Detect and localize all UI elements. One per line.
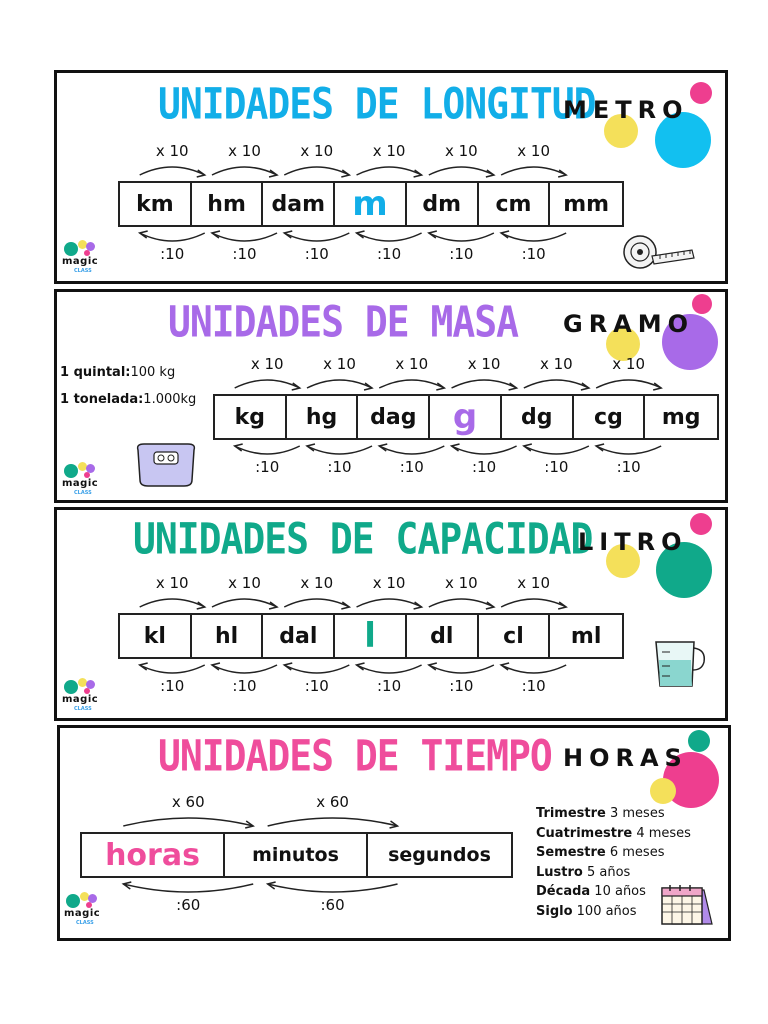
magic-class-logo [62, 890, 112, 926]
unit-cell-hg: hg [287, 396, 359, 438]
time-value: 6 meses [605, 845, 665, 860]
unit-cell-kg: kg [215, 396, 287, 438]
multiply-label: x 10 [539, 355, 573, 373]
note-value: 1.000kg [143, 392, 197, 407]
divide-label: :10 [232, 677, 257, 695]
conversion-scale-masa [213, 394, 719, 440]
note-value: 100 kg [130, 365, 176, 380]
time-value: 5 años [582, 864, 631, 880]
divide-label: :10 [327, 458, 352, 476]
divide-label: :10 [521, 677, 546, 695]
unit-cell-cm: cm [479, 183, 551, 225]
unit-cell-cg: cg [574, 396, 646, 438]
measuring-tape-icon [620, 232, 696, 272]
decor-circle-green [688, 730, 710, 752]
time-term: Década [536, 884, 591, 899]
decor-circle-pink [692, 294, 712, 314]
divide-label: :10 [160, 245, 185, 263]
divide-label: :10 [304, 245, 329, 263]
multiply-label: x 10 [444, 142, 478, 160]
multiply-label: x 10 [250, 355, 284, 373]
note-quintal [60, 365, 175, 380]
time-term: Trimestre [536, 806, 606, 821]
divide-label: :10 [449, 245, 474, 263]
unit-cell-mg: mg [661, 404, 701, 430]
multiply-label: x 10 [228, 574, 261, 592]
multiply-label: x 10 [372, 574, 406, 592]
divide-label: :10 [160, 677, 185, 695]
note-term: 1 quintal: [60, 365, 131, 380]
time-value: 10 años [590, 884, 646, 899]
unit-cell-hm: hm [192, 183, 264, 225]
divide-label: :10 [616, 458, 641, 476]
measuring-jug-icon [650, 638, 710, 690]
time-equivalence-row [536, 845, 691, 865]
time-term: Semestre [536, 845, 606, 860]
time-equivalence-row [536, 826, 691, 846]
divide-label: :10 [232, 245, 257, 263]
unit-cell-mm: mm [563, 191, 610, 217]
time-equivalence-row [536, 806, 691, 826]
multiply-label: x 10 [300, 574, 334, 592]
unit-cell-ml: ml [570, 623, 602, 649]
decor-circle-yellow [650, 778, 676, 804]
unit-cell-horas: horas [82, 834, 225, 876]
time-value: 100 años [572, 903, 637, 919]
logo-subtext: CLASS [74, 268, 92, 274]
unit-cell-cl: cl [479, 615, 551, 657]
logo-subtext: CLASS [74, 706, 92, 712]
multiply-label: x 10 [323, 355, 356, 373]
title-longitud: UNIDADES DE LONGITUD [158, 79, 596, 129]
divide-label: :10 [399, 458, 424, 476]
divide-label: :10 [471, 458, 497, 476]
multiply-label: x 10 [467, 355, 501, 373]
magic-class-logo [60, 460, 110, 496]
time-term: Cuatrimestre [536, 825, 633, 841]
logo-text: magic [62, 256, 99, 267]
magic-class-logo [60, 238, 110, 274]
decor-circle-pink [690, 82, 712, 104]
unit-cell-dg: dg [502, 396, 574, 438]
divide-label: :10 [544, 458, 569, 476]
divide-label: :60 [320, 896, 345, 914]
note-tonelada [60, 392, 196, 407]
time-value: 4 meses [632, 825, 691, 841]
divide-label: :60 [176, 896, 201, 914]
multiply-label: x 10 [517, 142, 551, 160]
divide-label: :10 [376, 677, 402, 695]
unit-cell-segundos: segundos [388, 844, 491, 866]
conversion-scale-capacidad [118, 613, 624, 659]
multiply-label: x 10 [444, 574, 478, 592]
magic-class-logo [60, 676, 110, 712]
unit-cell-l: l [335, 615, 407, 657]
title-masa: UNIDADES DE MASA [168, 297, 519, 347]
logo-text: magic [62, 694, 99, 705]
unit-cell-m: m [335, 183, 407, 225]
divide-label: :10 [304, 677, 329, 695]
unit-name-horas: HORAS [563, 744, 688, 772]
multiply-label: x 10 [372, 142, 406, 160]
multiply-label: x 60 [316, 793, 349, 811]
logo-text: magic [64, 908, 101, 919]
unit-cell-dm: dm [407, 183, 479, 225]
unit-cell-kl: kl [120, 615, 192, 657]
time-value: 3 meses [605, 806, 665, 821]
unit-cell-dam: dam [263, 183, 335, 225]
unit-name-gramo: GRAMO [563, 310, 695, 338]
logo-subtext: CLASS [74, 490, 92, 496]
divide-label: :10 [255, 458, 280, 476]
logo-text: magic [62, 478, 99, 489]
bathroom-scale-icon [132, 440, 200, 488]
conversion-scale-tiempo [80, 832, 513, 878]
multiply-label: x 10 [612, 355, 646, 373]
decor-circle-pink [690, 513, 712, 535]
unit-cell-hl: hl [192, 615, 264, 657]
conversion-scale-longitud [118, 181, 624, 227]
multiply-label: x 60 [171, 793, 205, 811]
multiply-label: x 10 [155, 142, 189, 160]
unit-cell-g: g [430, 396, 502, 438]
divide-label: :10 [376, 245, 402, 263]
time-term: Lustro [536, 864, 583, 880]
unit-cell-minutos: minutos [225, 834, 368, 876]
divide-label: :10 [521, 245, 546, 263]
logo-subtext: CLASS [76, 920, 94, 926]
multiply-label: x 10 [155, 574, 189, 592]
calendar-icon [658, 884, 714, 930]
unit-name-litro: LITRO [578, 528, 688, 556]
unit-cell-dag: dag [358, 396, 430, 438]
multiply-label: x 10 [228, 142, 261, 160]
multiply-label: x 10 [395, 355, 429, 373]
title-capacidad: UNIDADES DE CAPACIDAD [133, 514, 593, 564]
multiply-label: x 10 [517, 574, 551, 592]
title-tiempo: UNIDADES DE TIEMPO [158, 731, 552, 781]
unit-cell-km: km [120, 183, 192, 225]
divide-label: :10 [449, 677, 474, 695]
unit-cell-dl: dl [407, 615, 479, 657]
note-term: 1 tonelada: [60, 392, 144, 407]
unit-cell-dal: dal [263, 615, 335, 657]
time-term: Siglo [536, 903, 573, 919]
multiply-label: x 10 [300, 142, 334, 160]
unit-name-metro: METRO [563, 96, 689, 124]
time-equivalence-row [536, 865, 691, 885]
